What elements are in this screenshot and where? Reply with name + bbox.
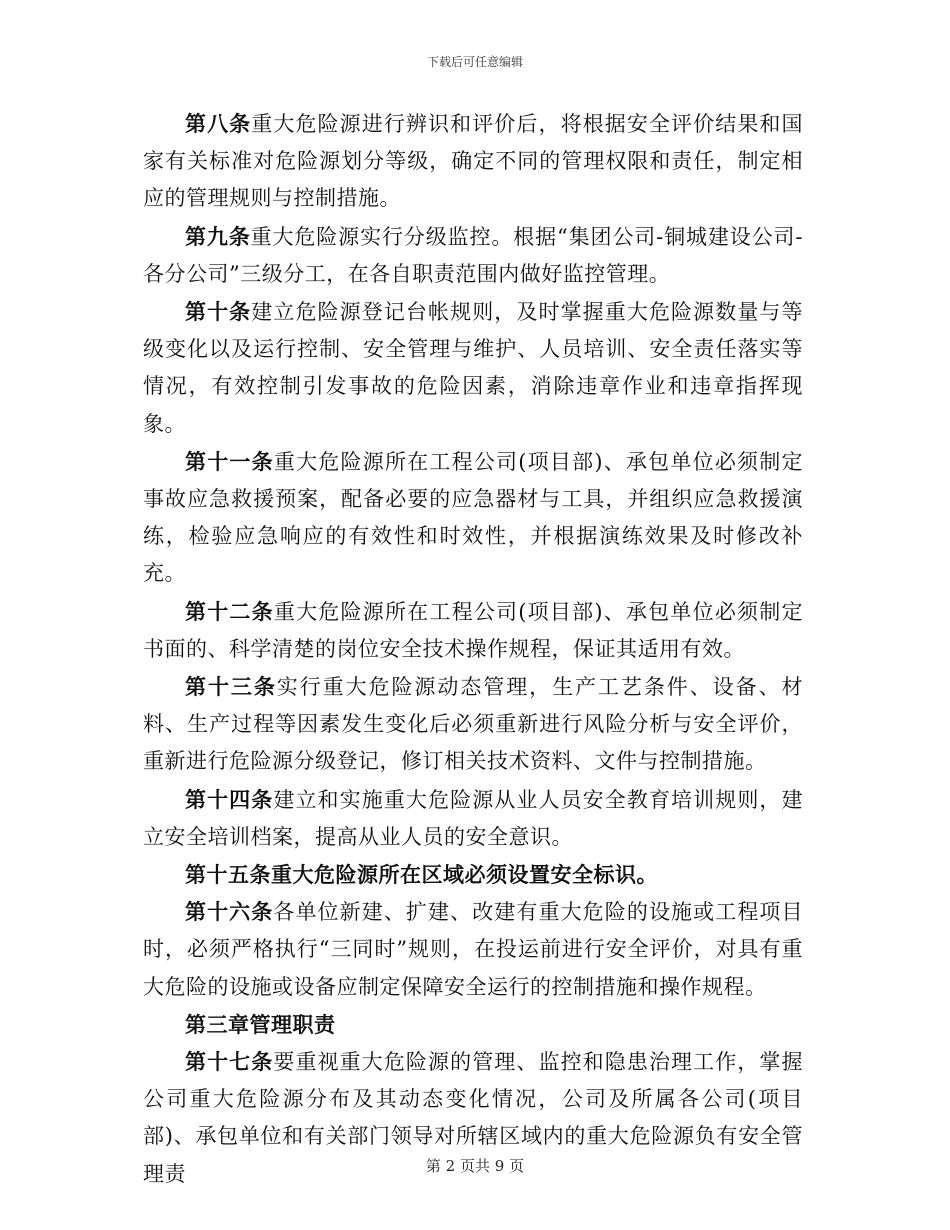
article-label: 第九条 bbox=[185, 223, 251, 249]
chapter-heading: 第三章管理职责 bbox=[185, 1011, 336, 1037]
article-text: 重大危险源所在工程公司(项目部)、承包单位必须制定事故应急救援预案，配备必要的应急器材与工具，并组织应急救援演练，检验应急响应的有效性和时效性，并根据演练效果及时修改补充。 bbox=[143, 449, 803, 586]
article-text: 重大危险源实行分级监控。根据“集团公司-铜城建设公司-各分公司”三级分工，在各自职责范围内做好监控管理。 bbox=[143, 224, 803, 286]
article-label: 第十条 bbox=[185, 299, 252, 325]
article-12 bbox=[143, 593, 803, 668]
article-label: 第十四条 bbox=[185, 786, 274, 812]
article-text: 各单位新建、扩建、改建有重大危险的设施或工程项目时，必须严格执行“三同时”规则，在投运前进行安全评价，对具有重大危险的设施或设备应制定保障安全运行的控制措施和操作规程。 bbox=[143, 900, 804, 999]
article-8 bbox=[143, 105, 803, 218]
article-9 bbox=[143, 218, 803, 293]
article-16 bbox=[143, 893, 803, 1006]
article-10 bbox=[143, 293, 803, 443]
article-text: 重大危险源所在工程公司(项目部)、承包单位必须制定书面的、科学清楚的岗位安全技术操作规程，保证其适用有效。 bbox=[143, 599, 803, 661]
article-text: 实行重大危险源动态管理，生产工艺条件、设备、材料、生产过程等因素发生变化后必须重新进行风险分析与安全评价，重新进行危险源分级登记，修订相关技术资料、文件与控制措施。 bbox=[143, 675, 804, 774]
article-14 bbox=[143, 781, 803, 856]
document-body bbox=[143, 105, 803, 1193]
article-text: 要重视重大危险源的管理、监控和隐患治理工作，掌握公司重大危险源分布及其动态变化情况，公司及所属各公司(项目部)、承包单位和有关部门领导对所辖区域内的重大危险源负有安全管理责 bbox=[143, 1050, 804, 1186]
article-13 bbox=[143, 668, 803, 781]
page-footer: 第 2 页共 9 页 bbox=[425, 1157, 525, 1175]
header-note: 下载后可任意编辑 bbox=[426, 55, 523, 69]
article-label: 第八条 bbox=[185, 111, 252, 136]
article-label: 第十六条 bbox=[185, 899, 274, 925]
article-label: 第十二条 bbox=[185, 598, 274, 624]
article-label: 第十七条 bbox=[185, 1049, 274, 1075]
article-text: 建立和实施重大危险源从业人员安全教育培训规则，建立安全培训档案，提高从业人员的安全意识。 bbox=[143, 787, 804, 849]
article-text: 重大危险源进行辨识和评价后，将根据安全评价结果和国家有关标准对危险源划分等级，确定不同的管理权限和责任，制定相应的管理规则与控制措施。 bbox=[143, 112, 804, 211]
article-text: 建立危险源登记台帐规则，及时掌握重大危险源数量与等级变化以及运行控制、安全管理与维护、人员培训、安全责任落实等情况，有效控制引发事故的危险因素，消除违章作业和违章指挥现象。 bbox=[143, 300, 804, 436]
article-label: 第十三条 bbox=[185, 674, 277, 700]
article-15: 第十五条重大危险源所在区域必须设置安全标识。 bbox=[185, 862, 658, 888]
article-label: 第十一条 bbox=[185, 448, 274, 474]
article-11 bbox=[143, 443, 803, 593]
